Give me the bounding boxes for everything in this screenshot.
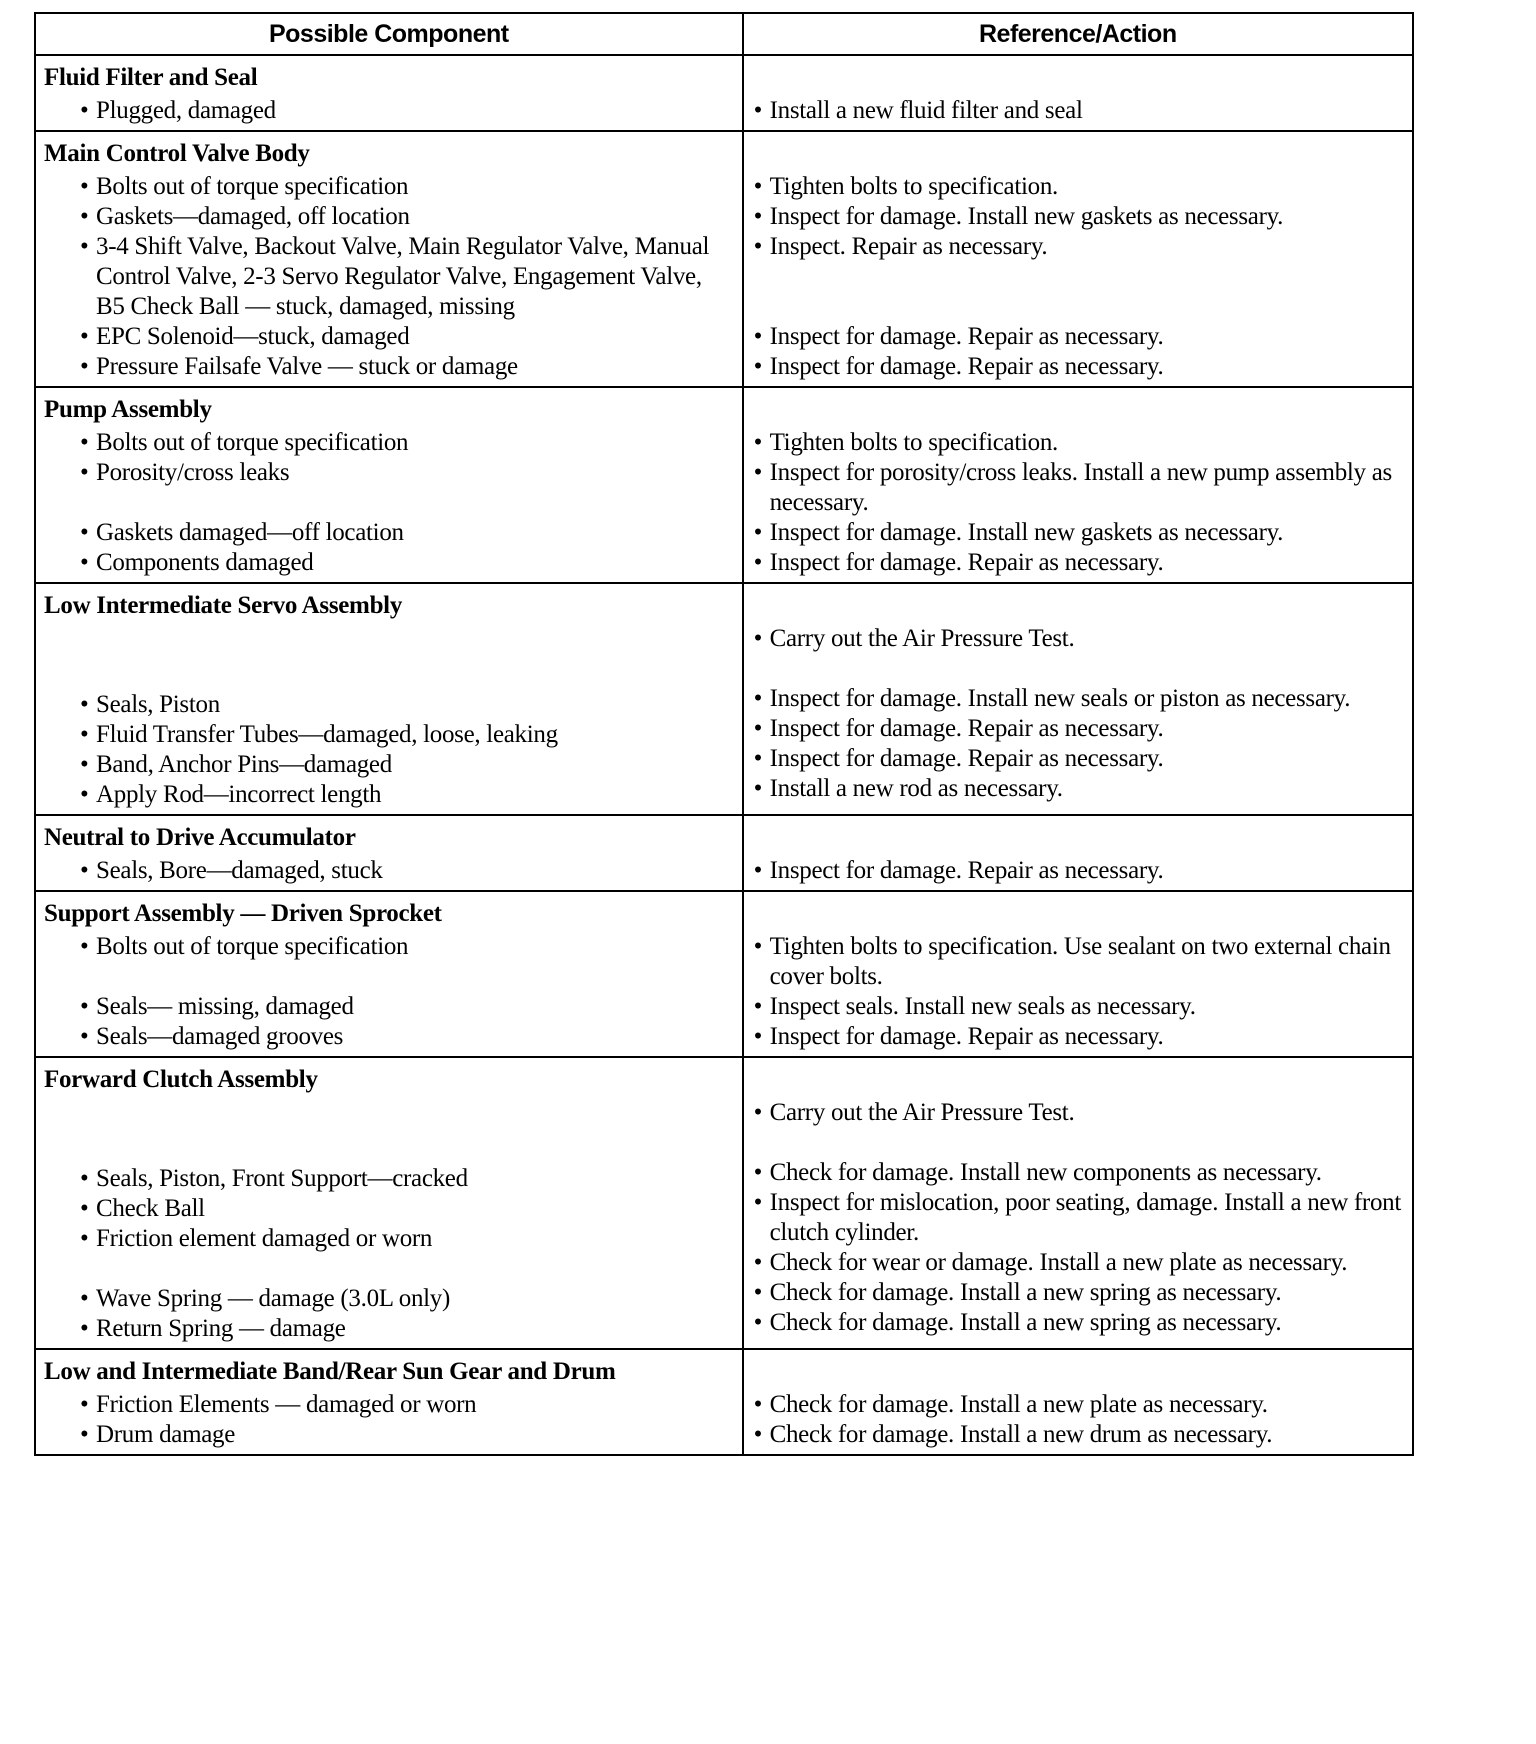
bullet-icon: • — [753, 233, 763, 260]
action-cell — [743, 1349, 1413, 1455]
action-cell — [743, 131, 1413, 387]
pre-action-item-text: Carry out the Air Pressure Test. — [769, 625, 1075, 652]
pre-action-item — [752, 624, 1404, 654]
action-item — [752, 352, 1404, 382]
table-section — [35, 387, 1413, 583]
component-item-text: 3-4 Shift Valve, Backout Valve, Main Regulator Valve, Manual Control Valve, 2-3 Servo Regulator Valve, Engagement Valve, B5 Check Ball — stuck, damaged, missing — [96, 233, 710, 320]
heading-spacer — [752, 896, 1404, 932]
bullet-icon: • — [753, 519, 763, 546]
component-item — [44, 1224, 734, 1284]
bullet-icon: • — [80, 549, 89, 576]
heading-spacer — [752, 392, 1404, 428]
bullet-icon: • — [80, 781, 89, 808]
blank-line — [752, 1128, 1404, 1158]
bullet-icon: • — [753, 1159, 763, 1186]
action-item — [752, 744, 1404, 774]
bullet-icon: • — [753, 933, 763, 960]
component-cell — [35, 1057, 743, 1349]
bullet-icon: • — [753, 1421, 763, 1448]
action-item-text: Check for wear or damage. Install a new plate as necessary. — [769, 1249, 1348, 1276]
component-item-text: Friction element damaged or worn — [96, 1225, 433, 1252]
bullet-icon: • — [80, 429, 89, 456]
bullet-icon: • — [753, 1279, 763, 1306]
action-item-text: Inspect for damage. Repair as necessary. — [769, 549, 1164, 576]
bullet-icon: • — [753, 353, 763, 380]
bullet-icon: • — [80, 691, 89, 718]
action-item — [752, 1420, 1404, 1450]
bullet-icon: • — [80, 1315, 89, 1342]
bullet-icon: • — [80, 519, 89, 546]
component-item-text: Seals, Piston — [96, 691, 220, 718]
action-cell — [743, 583, 1413, 815]
bullet-icon: • — [753, 429, 763, 456]
component-item — [44, 352, 734, 382]
action-item-text: Inspect for damage. Install new gaskets as necessary. — [769, 519, 1284, 546]
bullet-icon: • — [80, 1285, 89, 1312]
component-item-text: Seals, Bore—damaged, stuck — [96, 857, 383, 884]
component-item-text: Porosity/cross leaks — [96, 459, 290, 486]
action-item — [752, 1022, 1404, 1052]
action-item — [752, 172, 1404, 202]
bullet-icon: • — [80, 233, 89, 260]
component-item — [44, 750, 734, 780]
header-reference-action: Reference/Action — [743, 13, 1413, 55]
bullet-icon: • — [80, 1023, 89, 1050]
component-item-text: Plugged, damaged — [96, 97, 276, 124]
component-cell — [35, 387, 743, 583]
table-section — [35, 815, 1413, 891]
component-item — [44, 1420, 734, 1450]
action-item-text: Tighten bolts to specification. — [769, 429, 1058, 456]
action-cell — [743, 815, 1413, 891]
action-item — [752, 202, 1404, 232]
header-row — [35, 13, 1413, 55]
action-item — [752, 714, 1404, 744]
action-item — [752, 992, 1404, 1022]
component-item — [44, 1194, 734, 1224]
bullet-icon: • — [753, 993, 763, 1020]
component-item-text: Drum damage — [96, 1421, 236, 1448]
pre-action-item — [752, 1098, 1404, 1128]
bullet-icon: • — [753, 1249, 763, 1276]
bullet-icon: • — [753, 459, 763, 486]
component-item-text: Band, Anchor Pins—damaged — [96, 751, 392, 778]
heading-spacer — [752, 1354, 1404, 1390]
action-item-text: Inspect for damage. Install new gaskets as necessary. — [769, 203, 1284, 230]
component-item — [44, 1022, 734, 1052]
bullet-icon: • — [753, 323, 763, 350]
diagnosis-table — [34, 12, 1414, 1456]
action-item-text: Check for damage. Install a new spring as necessary. — [769, 1309, 1282, 1336]
table-section — [35, 1349, 1413, 1455]
component-item-text: Bolts out of torque specification — [96, 933, 409, 960]
component-item — [44, 1164, 734, 1194]
section-heading: Fluid Filter and Seal — [44, 64, 258, 91]
action-cell — [743, 891, 1413, 1057]
header-possible-component: Possible Component — [35, 13, 743, 55]
bullet-icon: • — [753, 685, 763, 712]
component-item — [44, 856, 734, 886]
action-item — [752, 1390, 1404, 1420]
action-item-text: Inspect seals. Install new seals as necessary. — [769, 993, 1196, 1020]
bullet-icon: • — [753, 745, 763, 772]
component-item-text: Wave Spring — damage (3.0L only) — [96, 1285, 451, 1312]
bullet-icon: • — [753, 1309, 763, 1336]
bullet-icon: • — [80, 1391, 89, 1418]
component-item — [44, 322, 734, 352]
action-item — [752, 932, 1404, 992]
action-item-text: Check for damage. Install a new plate as necessary. — [769, 1391, 1268, 1418]
component-item-text: Apply Rod—incorrect length — [96, 781, 382, 808]
action-item — [752, 548, 1404, 578]
blank-line — [44, 624, 734, 660]
action-item-text: Inspect for mislocation, poor seating, damage. Install a new front clutch cylinder. — [769, 1189, 1401, 1246]
bullet-icon: • — [753, 775, 763, 802]
action-item — [752, 232, 1404, 322]
action-item-text: Inspect for damage. Install new seals or piston as necessary. — [769, 685, 1351, 712]
bullet-icon: • — [80, 1195, 89, 1222]
component-item — [44, 96, 734, 126]
bullet-icon: • — [753, 549, 763, 576]
action-item-text: Install a new fluid filter and seal — [769, 97, 1083, 124]
action-item — [752, 1248, 1404, 1278]
bullet-icon: • — [80, 993, 89, 1020]
pre-action-item-text: Carry out the Air Pressure Test. — [769, 1099, 1075, 1126]
bullet-icon: • — [80, 97, 89, 124]
component-item — [44, 690, 734, 720]
action-item — [752, 1308, 1404, 1338]
table-section — [35, 55, 1413, 131]
section-heading: Support Assembly — Driven Sprocket — [44, 900, 442, 927]
action-item — [752, 684, 1404, 714]
section-heading: Pump Assembly — [44, 396, 212, 423]
heading-spacer — [752, 136, 1404, 172]
action-item-text: Inspect for porosity/cross leaks. Install a new pump assembly as necessary. — [769, 459, 1392, 516]
action-item — [752, 518, 1404, 548]
component-item-text: Return Spring — damage — [96, 1315, 346, 1342]
bullet-icon: • — [753, 715, 763, 742]
action-item — [752, 322, 1404, 352]
section-heading: Low and Intermediate Band/Rear Sun Gear and Drum — [44, 1358, 616, 1385]
component-item-text: Fluid Transfer Tubes—damaged, loose, leaking — [96, 721, 558, 748]
bullet-icon: • — [753, 857, 763, 884]
action-item-text: Check for damage. Install a new drum as necessary. — [769, 1421, 1273, 1448]
action-cell — [743, 55, 1413, 131]
action-item-text: Inspect for damage. Repair as necessary. — [769, 353, 1164, 380]
blank-line — [752, 654, 1404, 684]
component-cell — [35, 583, 743, 815]
component-cell — [35, 891, 743, 1057]
component-item — [44, 720, 734, 750]
component-item — [44, 232, 734, 322]
action-item — [752, 774, 1404, 804]
bullet-icon: • — [80, 459, 89, 486]
action-item-text: Check for damage. Install new components as necessary. — [769, 1159, 1322, 1186]
action-item-text: Install a new rod as necessary. — [769, 775, 1063, 802]
bullet-icon: • — [80, 721, 89, 748]
component-item — [44, 1284, 734, 1314]
action-item-text: Inspect for damage. Repair as necessary. — [769, 857, 1164, 884]
bullet-icon: • — [753, 1189, 763, 1216]
bullet-icon: • — [80, 933, 89, 960]
section-heading: Neutral to Drive Accumulator — [44, 824, 356, 851]
section-heading: Low Intermediate Servo Assembly — [44, 592, 403, 619]
bullet-icon: • — [753, 1099, 763, 1126]
action-item-text: Inspect. Repair as necessary. — [769, 233, 1048, 260]
component-item — [44, 932, 734, 992]
bullet-icon: • — [753, 625, 763, 652]
table-section — [35, 583, 1413, 815]
component-item — [44, 548, 734, 578]
action-item-text: Inspect for damage. Repair as necessary. — [769, 323, 1164, 350]
action-cell — [743, 387, 1413, 583]
bullet-icon: • — [753, 1391, 763, 1418]
bullet-icon: • — [80, 1165, 89, 1192]
action-item-text: Tighten bolts to specification. Use sealant on two external chain cover bolts. — [769, 933, 1391, 990]
bullet-icon: • — [80, 857, 89, 884]
component-item-text: Seals— missing, damaged — [96, 993, 354, 1020]
bullet-icon: • — [80, 751, 89, 778]
blank-line — [44, 660, 734, 690]
component-item — [44, 202, 734, 232]
section-heading: Main Control Valve Body — [44, 140, 310, 167]
action-item-text: Tighten bolts to specification. — [769, 173, 1058, 200]
table-section — [35, 131, 1413, 387]
bullet-icon: • — [753, 97, 763, 124]
component-item-text: Friction Elements — damaged or worn — [96, 1391, 477, 1418]
component-item-text: Check Ball — [96, 1195, 205, 1222]
bullet-icon: • — [753, 173, 763, 200]
component-item-text: Bolts out of torque specification — [96, 173, 409, 200]
bullet-icon: • — [80, 1225, 89, 1252]
heading-spacer — [752, 588, 1404, 624]
table-section — [35, 891, 1413, 1057]
bullet-icon: • — [753, 203, 763, 230]
component-cell — [35, 815, 743, 891]
component-item-text: Seals—damaged grooves — [96, 1023, 344, 1050]
heading-spacer — [752, 1062, 1404, 1098]
table-body — [35, 55, 1413, 1455]
component-item — [44, 518, 734, 548]
component-item-text: Seals, Piston, Front Support—cracked — [96, 1165, 468, 1192]
table-section — [35, 1057, 1413, 1349]
component-cell — [35, 55, 743, 131]
component-item — [44, 992, 734, 1022]
bullet-icon: • — [80, 203, 89, 230]
bullet-icon: • — [80, 323, 89, 350]
heading-spacer — [752, 820, 1404, 856]
component-item — [44, 780, 734, 810]
blank-line — [44, 1098, 734, 1134]
action-cell — [743, 1057, 1413, 1349]
component-item-text: Gaskets damaged—off location — [96, 519, 404, 546]
bullet-icon: • — [80, 173, 89, 200]
action-item — [752, 96, 1404, 126]
component-item — [44, 172, 734, 202]
action-item — [752, 1188, 1404, 1248]
action-item-text: Check for damage. Install a new spring as necessary. — [769, 1279, 1282, 1306]
action-item — [752, 856, 1404, 886]
action-item — [752, 1278, 1404, 1308]
bullet-icon: • — [80, 353, 89, 380]
component-item-text: Bolts out of torque specification — [96, 429, 409, 456]
component-item — [44, 458, 734, 518]
component-cell — [35, 131, 743, 387]
component-item — [44, 1390, 734, 1420]
bullet-icon: • — [80, 1421, 89, 1448]
component-item — [44, 1314, 734, 1344]
action-item-text: Inspect for damage. Repair as necessary. — [769, 715, 1164, 742]
component-item-text: Components damaged — [96, 549, 314, 576]
action-item — [752, 1158, 1404, 1188]
component-item-text: Gaskets—damaged, off location — [96, 203, 410, 230]
component-cell — [35, 1349, 743, 1455]
action-item-text: Inspect for damage. Repair as necessary. — [769, 745, 1164, 772]
section-heading: Forward Clutch Assembly — [44, 1066, 318, 1093]
action-item-text: Inspect for damage. Repair as necessary. — [769, 1023, 1164, 1050]
component-item-text: Pressure Failsafe Valve — stuck or damage — [96, 353, 518, 380]
component-item-text: EPC Solenoid—stuck, damaged — [96, 323, 410, 350]
blank-line — [44, 1134, 734, 1164]
action-item — [752, 428, 1404, 458]
bullet-icon: • — [753, 1023, 763, 1050]
component-item — [44, 428, 734, 458]
heading-spacer — [752, 60, 1404, 96]
action-item — [752, 458, 1404, 518]
